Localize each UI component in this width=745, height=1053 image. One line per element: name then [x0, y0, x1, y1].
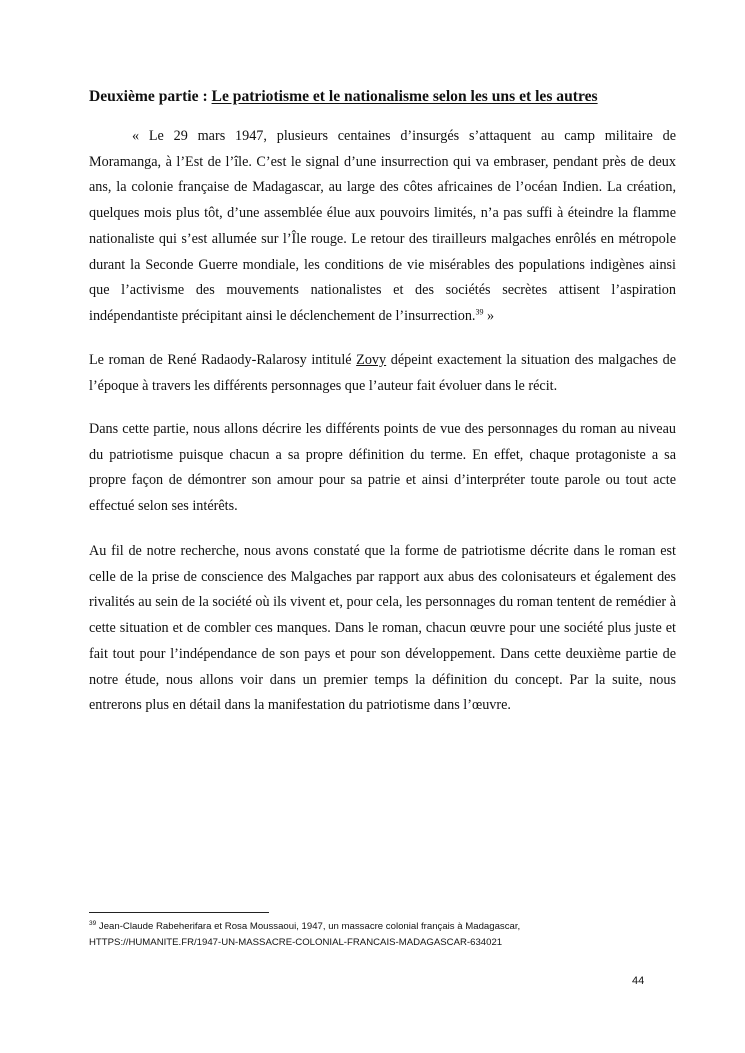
- footnote-reference: 39: [475, 307, 484, 317]
- part-paragraph: Dans cette partie, nous allons décrire les différents points de vue des personnages du roman au niveau du patriotisme puisque chacun a sa propre définition du terme. En effet, chaque protagoniste a sa propre façon de démontrer son amour pour sa patrie et ainsi d’interpréter toute parole ou tout acte effectué selon ses intérêts.: [89, 421, 676, 515]
- novel-title: Zovy: [356, 352, 387, 368]
- heading-prefix: Deuxième partie :: [89, 88, 212, 105]
- quote-closing: »: [483, 307, 495, 324]
- novel-text-before: Le roman de René Radaody-Ralarosy intitulé: [89, 352, 357, 368]
- footnote-separator: [89, 912, 269, 913]
- research-paragraph: Au fil de notre recherche, nous avons constaté que la forme de patriotisme décrite dans le roman est celle de la prise de conscience des Malgaches par rapport aux abus des colonisateurs et également des rivalités au sein de la société où ils vivent et, pour cela, les personnages du roman tentent de remédier à cette situation et de combler ces manques. Dans le roman, chacun œuvre pour une société plus juste et fait tout pour l’indépendance de son pays et pour son développement. Dans cette deuxième partie de notre étude, nous allons voir dans un premier temps la définition du concept. Par la suite, nous entrerons plus en détail dans la manifestation du patriotisme dans l’œuvre.: [89, 543, 676, 714]
- heading-title: Le patriotisme et le nationalisme selon les uns et les autres: [211, 88, 598, 105]
- novel-paragraph: [89, 348, 676, 399]
- page-number: 44: [632, 975, 645, 987]
- section-heading: [89, 88, 669, 106]
- footnote: [89, 919, 689, 951]
- quote-paragraph: [89, 124, 676, 330]
- quote-text: « Le 29 mars 1947, plusieurs centaines d’insurgés s’attaquent au camp militaire de Moramanga, à l’Est de l’île. C’est le signal d’une insurrection qui va embraser, pendant près de deux ans, la colonie française de Madagascar, au large des côtes africaines de l’océan Indien. La création, quelques mois plus tôt, d’une assemblée élue aux pouvoirs limités, n’a pas suffi à éteindre la flamme nationaliste qui s’est allumée sur l’Île rouge. Le retour des tirailleurs malgaches enrôlés en métropole durant la Seconde Guerre mondiale, les conditions de vie misérables des populations indigènes ainsi que l’activisme des mouvements nationalistes et des sociétés secrètes attisent l’aspiration indépendantiste précipitant ainsi le déclenchement de l’insurrection.: [89, 128, 676, 324]
- footnote-text: Jean-Claude Rabeherifara et Rosa Moussaoui, 1947, un massacre colonial français à Madagascar,: [96, 921, 521, 932]
- novel-text-after: dépeint exactement la situation des malgaches de l’époque à travers les différents personnages que l’auteur fait évoluer dans le récit.: [89, 352, 676, 394]
- footnote-number: 39: [89, 919, 97, 927]
- footnote-url: HTTPS://HUMANITE.FR/1947-UN-MASSACRE-COLONIAL-FRANCAIS-MADAGASCAR-634021: [89, 937, 503, 948]
